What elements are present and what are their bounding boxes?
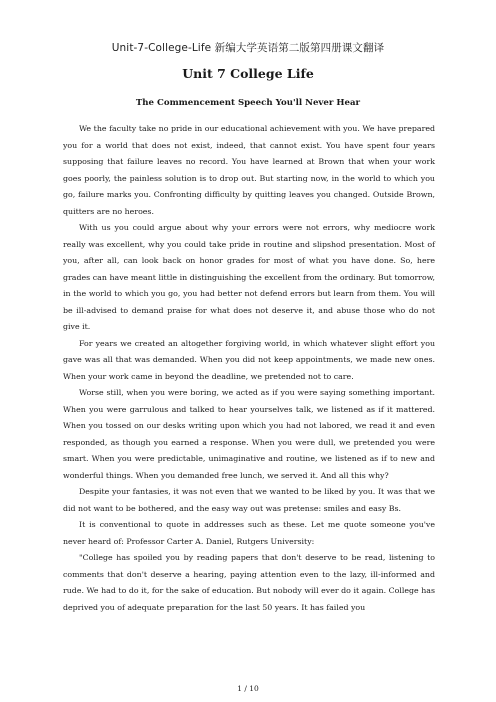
page-number: 1 / 10 xyxy=(237,684,259,693)
article-subtitle: The Commencement Speech You'll Never Hear xyxy=(135,98,361,108)
paragraph: Worse still, when you were boring, we acted as if you were saying something important. When you were garrulous and talked to hear yourselves talk, we listened as if it mattered. When you tossed on our desks writing upon which you had not labored, we read it and even responded, as though you earned a response. When you were dull, we pretended you were smart. When you were predictable, unimaginative and routine, we listened as if to new and wonderful things. When you demanded free lunch, we served it. And all this why? xyxy=(63,388,435,480)
quote-paragraph: "College has spoiled you by reading papers that don't deserve to be read, listening to comments that don't deserve a hearing, paying attention even to the lazy, ill-informed and rude. We had to do it, for the sake of education. But nobody will ever do it again. College has deprived you of adequate preparation for the last 50 years. It has failed you xyxy=(63,553,435,612)
paragraph: With us you could argue about why your errors were not errors, why mediocre work really was excellent, why you could take pride in routine and slipshod presentation. Most of you, after all, can look back on honor grades for most of what you have done. So, here grades can have meant little in distinguishing the excellent from the ordinary. But tomorrow, in the world to which you go, you had better not defend errors but learn from them. You will be ill-advised to demand praise for what does not deserve it, and abuse those who do not give it. xyxy=(63,223,435,331)
paragraph: It is conventional to quote in addresses such as these. Let me quote someone you've never heard of: Professor Carter A. Daniel, Rutgers University: xyxy=(63,520,435,546)
article-body xyxy=(63,121,435,616)
document-header: Unit-7-College-Life 新编大学英语第二版第四册课文翻译 xyxy=(111,42,385,54)
page-title: Unit 7 College Life xyxy=(182,66,314,81)
paragraph: We the faculty take no pride in our educational achievement with you. We have prepared you for a world that does not exist, indeed, that cannot exist. You have spent four years supposing that failure leaves no record. You have learned at Brown that when your work goes poorly, the painless solution is to drop out. But starting now, in the world to which you go, failure marks you. Confronting difficulty by quitting leaves you changed. Outside Brown, quitters are no heroes. xyxy=(63,124,435,216)
paragraph: For years we created an altogether forgiving world, in which whatever slight effort you gave was all that was demanded. When you did not keep appointments, we made new ones. When your work came in beyond the deadline, we pretended not to care. xyxy=(63,338,435,381)
paragraph: Despite your fantasies, it was not even that we wanted to be liked by you. It was that we did not want to be bothered, and the easy way out was pretense: smiles and easy Bs. xyxy=(63,487,435,513)
